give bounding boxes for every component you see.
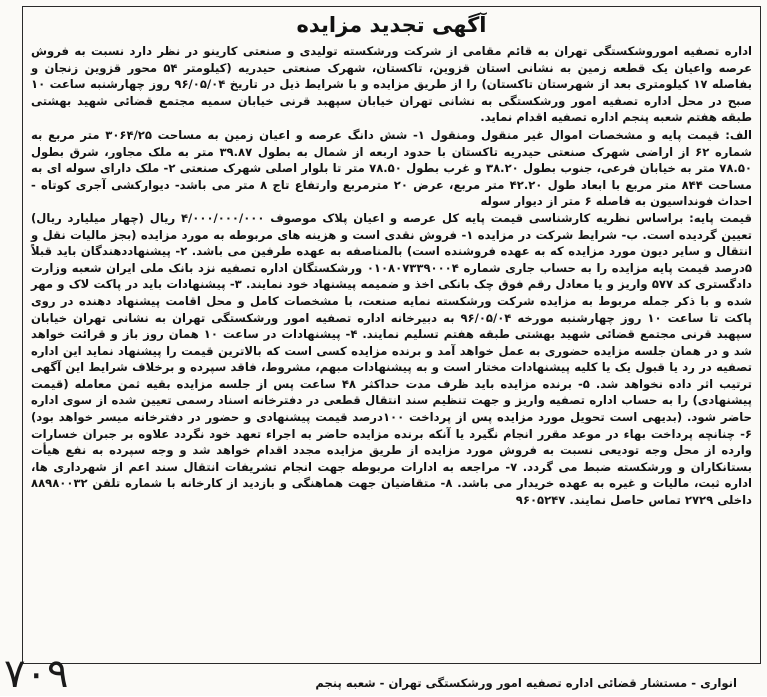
notice-section-b: قیمت پایه: براساس نظریه کارشناسی قیمت پایه کل عرصه و اعیان پلاک موصوف ۴/۰۰۰/۰۰۰/۰۰۰ ریال (چهار میلیارد ریال) تعیین گردیده است. ب- شرایط شرکت در مزایده ۱- فروش نقدی است و هزینه های مربوطه به مورد مزایده (بجز مالیات نقل و انتقال و سایر دیون مورد مزایده که به عهده فروشنده است) بالمناصفه به عهده طرفین می باشد. ۲- پیشنهاددهندگان باید قبلاً ۵درصد قیمت پایه مزایده را به حساب جاری شماره ۰۱۰۸۰۷۳۳۹۰۰۰۴ ورشکستگان اداره تصفیه نزد بانک ملی ایران شعبه وزارت دادگستری کد ۵۷۷ واریز و یا معادل رقم فوق چک بانکی اخذ و ضمیمه پیشنهاد خود نمایند. ۳- پیشنهادات باید در پاکت لاک و مهر شده و با ذکر جمله مربوط به مزایده شرکت ورشکسته نمایه صنعت، با مشخصات کامل و محل اقامت پیشنهاد دهنده در روی پاکت تا ساعت ۱۰ روز چهارشنبه مورخه ۹۶/۰۵/۰۴ به دبیرخانه اداره تصفیه امور ورشکستگی تهران به نشانی تهران خیابان سپهبد قرنی مجتمع قضائی شهید بهشتی طبقه هفتم تسلیم نمایند. ۴- پیشنهادات در ساعت ۱۰ همان روز باز و قرائت خواهد شد و در همان جلسه مزایده حضوری به عمل خواهد آمد و برنده مزایده کسی است که بالاترین قیمت را پیشنهاد نماید این اداره تصفیه در رد یا قبول یک یا کلیه پیشنهادات مختار است و به پیشنهادات مبهم، مشروط، فاقد سپرده و برخلاف شرایط این آگهی ترتیب اثر داده نخواهد شد. ۵- برنده مزایده باید ظرف مدت حداکثر ۴۸ ساعت پس از جلسه مزایده بقیه ثمن معامله (قیمت پیشنهادی) را به حساب اداره تصفیه واریز و جهت تنظیم سند انتقال قطعی در دفترخانه اسناد رسمی تعیین شده از سوی اداره حاضر شود. (بدیهی است تحویل مورد مزایده پس از پرداخت ۱۰۰درصد قیمت پیشنهادی و حضور در دفترخانه میسر خواهد بود) ۶- چنانچه پرداخت بهاء در موعد مقرر انجام نگیرد یا آنکه برنده مزایده حاضر به اجراء تعهد خود نگردد علاوه بر جبران خسارات وارده از محل وجه تودیعی نسبت به فروش مورد مزایده از طریق مزایده مجدد اقدام خواهد شد و وجه سپرده به نفع هیأت بستانکاران و ورشکسته ضبط می گردد. ۷- مراجعه به ادارات مربوطه جهت انجام تشریفات انتقال سند اعم از شهرداری ها، اداره ثبت، مالیات و غیره به عهده خریدار می باشد. ۸- متقاضیان جهت هماهنگی و بازدید از کارخانه با شماره تلفن ۸۸۹۸۰۰۳۲ داخلی ۲۷۲۹ تماس حاصل نمایند. ۹۶۰۵۲۴۷ xyxy=(31,210,753,508)
notice-intro: اداره تصفیه اموروشکستگی تهران به قائم مقامی از شرکت ورشکسته تولیدی و صنعتی کارینو در نظر دارد نسبت به فروش عرصه واعیان یک قطعه زمین به نشانی استان قزوین، تاکستان، شهرک صنعتی حیدریه (کیلومتر ۵۴ محور قزوین زنجان و بفاصله ۱۷ کیلومتری بعد از شهرستان تاکستان) را از طریق مزایده و با شرایط ذیل در تاریخ ۹۶/۰۵/۰۴ روز چهارشنبه ساعت ۱۰ صبح در محل اداره تصفیه امور ورشکستگی به نشانی تهران خیابان سپهبد قرنی خیابان سمیه مجتمع قضائی شهید بهشتی طبقه هفتم شعبه پنجم اداره تصفیه اقدام نماید. xyxy=(31,44,752,125)
auction-notice-box xyxy=(22,6,761,664)
notice-section-a: الف: قیمت پایه و مشخصات اموال غیر منقول ومنقول ۱- شش دانگ عرصه و اعیان زمین به مساحت ۳۰۶۴/۲۵ متر مربع به شماره ۶۲ از اراضی شهرک صنعتی حیدریه تاکستان با حدود اربعه از شمال به بطول ۳۹.۸۷ متر به ملک مجاور، شرق بطول ۷۸.۵۰ متر به خیابان فرعی، جنوب بطول ۳۸.۲۰ و غرب بطول ۷۸.۵۰ متر تا بلوار اصلی شهرک صنعتی ۲- ملک دارای سوله ای به مساحت ۸۴۴ متر مربع با ابعاد طول ۴۲.۲۰ متر مربع، عرض ۲۰ مترمربع وارتفاع تاج ۸ متر می باشد- دیوارکشی آجری کوتاه - احداث فونداسیون به فاصله ۶ متر از دیوار سوله xyxy=(31,127,753,209)
notice-signature: انواری - مستشار قضائی اداره تصفیه امور ورشکستگی تهران - شعبه پنجم xyxy=(315,676,737,690)
notice-title: آگهی تجدید مزایده xyxy=(296,13,487,37)
handwritten-number: ۷۰۹ xyxy=(4,651,69,697)
